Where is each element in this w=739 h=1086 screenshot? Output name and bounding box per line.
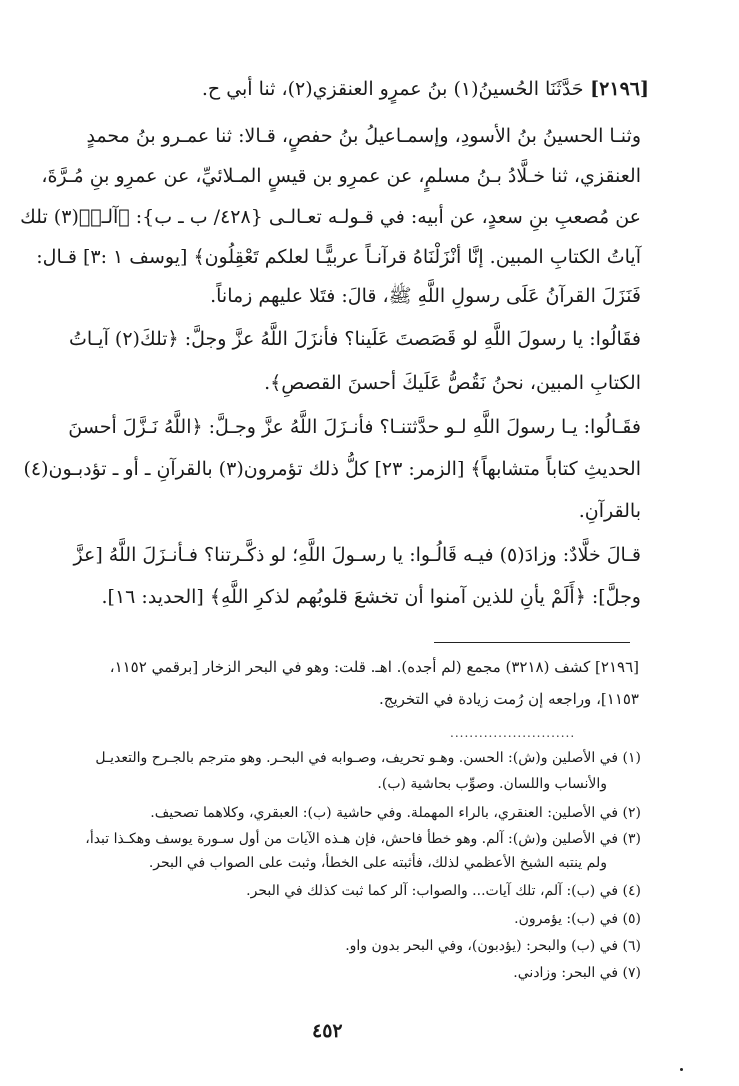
footnote-number: (٤) <box>622 883 641 899</box>
footnote-number: (٢) <box>622 805 641 821</box>
footnote-text: في (ب): آلم، تلك آيات... والصواب: آلر كما ثبت كذلك في البحر. <box>246 883 619 899</box>
isnad-line: حَدَّثَنَا الحُسينُ(١) بنُ عمرٍو العنقزي(٢)، ثنا أبي ح. <box>201 78 584 100</box>
footnote-text: في البحر: وزادني. <box>513 965 619 981</box>
footnote-3 <box>85 832 641 846</box>
footnote-number: (٥) <box>622 911 641 927</box>
body-line: فقَـالُوا: يـا رسولَ اللَّهِ لـو حدَّثتنـا؟ فأنـزَلَ اللَّهُ عزَّ وجـلَّ: ﴿اللَّهُ نَـزَّلَ أحسنَ <box>68 416 641 438</box>
body-line: وجلَّ]: ﴿أَلَمْ يأنِ للذين آمنوا أن تخشعَ قلوبُهم لذكرِ اللَّهِ﴾ [الحديد: ١٦]. <box>101 586 641 608</box>
body-line: قـالَ خلَّادٌ: وزادَ(٥) فيـه قَالُـوا: يا رسـولَ اللَّهِ؛ لو ذكَّـرتنا؟ فـأنـزَلَ اللَّهُ [عزَّ <box>73 544 641 566</box>
body-line: فقَالُوا: يا رسولَ اللَّهِ لو قَصَصتَ عَلَينا؟ فأنزَلَ اللَّهُ عزَّ وجلَّ: ﴿تلكَ(٢) آيـاتُ <box>69 328 641 350</box>
footnote-1-cont: والأنساب واللسان. وصوِّب بحاشية (ب). <box>377 776 607 792</box>
footnote-text: في (ب) والبحر: (يؤدبون)، وفي البحر بدون واو. <box>345 938 619 954</box>
footnote-6 <box>345 939 641 953</box>
hadith-header <box>202 80 649 99</box>
takhrij-separator <box>434 642 630 643</box>
body-line: وثنـا الحسينُ بنُ الأسودِ، وإسمـاعيلُ بنُ حفصٍ، قـالا: ثنا عمـرو بنُ محمدٍ <box>86 125 641 147</box>
body-line: الحديثِ كتاباً متشابهاً﴾ [الزمر: ٢٣] كلُّ ذلك تؤمرون(٣) بالقرآنِ ـ أو ـ تؤدبـون(٤) <box>23 458 641 480</box>
body-line: فَنَزَلَ القرآنُ عَلَى رسولِ اللَّهِ ﷺ، قالَ: فتَلا عليهم زماناً. <box>210 285 641 307</box>
body-line: عن مُصعبِ بنِ سعدٍ، عن أبيه: في قـولـه تعـالـى {٤٢٨/ ب ـ ب}: ﴿آلـرۤ(٣) تلك <box>20 206 641 228</box>
footnote-text: في (ب): يؤمرون. <box>514 911 619 927</box>
body-line: آياتُ الكتابِ المبين. إنَّا أنْزَلْنَاهُ قرآنـاً عربيًّـا لعلكم تَعْقِلُون﴾ [يوسف ١ :٣] قـال: <box>36 246 641 268</box>
page-number: ٤٥٢ <box>312 1020 343 1042</box>
footnote-4 <box>246 884 641 898</box>
footnote-2 <box>150 806 641 820</box>
footnote-1 <box>95 751 641 765</box>
footnotes-separator: .......................... <box>450 726 576 740</box>
footnote-text: في الأصلين و(ش): الحسن. وهـو تحريف، وصـوابه في البحـر. وهو مترجم بالجـرح والتعديـل <box>95 750 619 766</box>
hadith-number: [٢١٩٦] <box>590 78 649 100</box>
takhrij-line: [٢١٩٦] كشف (٣٢١٨) مجمع (لم أجده). اهـ. قلت: وهو في البحر الزخار [برقمي ١١٥٢، <box>109 658 639 676</box>
footnote-5 <box>514 912 641 926</box>
footnote-3-cont: ولم ينتبه الشيخ الأعظمي لذلك، فأثبته على الخطأ، وثبت على الصواب في البحر. <box>148 855 607 871</box>
corner-mark <box>680 1068 683 1071</box>
body-line: العنقزي، ثنا خـلَّادُ بـنُ مسلمٍ، عن عمرِو بن قيسٍ المـلائيِّ، عن عمرِو بنِ مُـرَّةَ، <box>41 165 641 187</box>
footnote-number: (١) <box>622 750 641 766</box>
footnote-text: في الأصلين: العنقري، بالراء المهملة. وفي حاشية (ب): العبقري، وكلاهما تصحيف. <box>150 805 619 821</box>
body-line: الكتابِ المبين، نحنُ نَقُصُّ عَلَيكَ أحسنَ القصصِ﴾. <box>264 372 641 394</box>
body-line: بالقرآنِ. <box>578 500 641 522</box>
footnote-number: (٧) <box>622 965 641 981</box>
takhrij-line: ١١٥٣]، وراجعه إن رُمت زيادة في التخريج. <box>379 690 639 708</box>
footnote-7 <box>513 966 641 980</box>
footnote-text: في الأصلين و(ش): آلم. وهو خطأ فاحش، فإن هـذه الآيات من أول سـورة يوسف وهكـذا تبدأ، <box>85 831 619 847</box>
footnote-number: (٦) <box>622 938 641 954</box>
footnote-number: (٣) <box>622 831 641 847</box>
